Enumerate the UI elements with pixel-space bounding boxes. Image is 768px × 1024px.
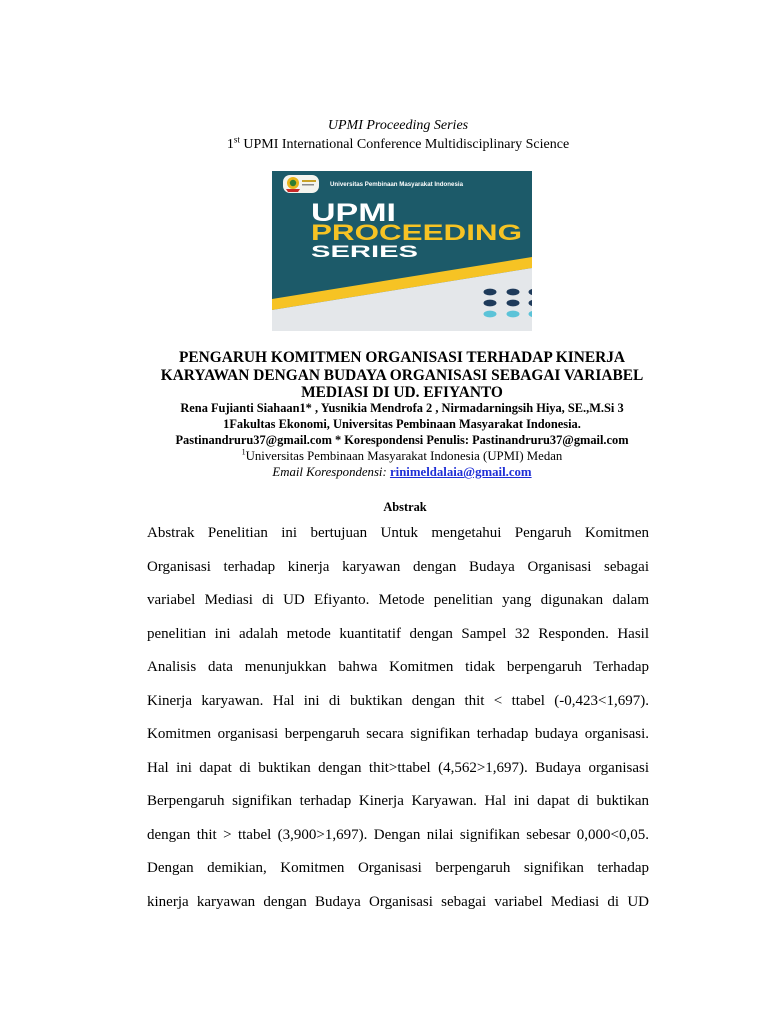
cover-title-upmi: UPMI bbox=[311, 199, 396, 227]
decorative-dot bbox=[507, 311, 520, 318]
decorative-dot bbox=[484, 300, 497, 307]
institution-line bbox=[150, 448, 654, 464]
abstract-line: Hal ini dapat di buktikan dengan thit>ttabel (4,562>1,697). Budaya organisasi bbox=[147, 759, 649, 776]
abstract-line: kinerja karyawan dengan Budaya Organisasi sebagai variabel Mediasi di UD bbox=[147, 893, 649, 910]
cover-title-proceeding: PROCEEDING bbox=[311, 220, 522, 245]
conference-header bbox=[147, 135, 649, 154]
paper-title-line: PENGARUH KOMITMEN ORGANISASI TERHADAP KINERJA bbox=[178, 349, 626, 366]
author-names: Rena Fujianti Siahaan1* , Yusnikia Mendrofa 2 , Nirmadarningsih Hiya, SE.,M.Si 3 bbox=[180, 401, 624, 415]
institution-name: Universitas Pembinaan Masyarakat Indonesia (UPMI) Medan bbox=[245, 449, 563, 463]
abstract-line: Dengan demikian, Komitmen Organisasi berpengaruh signifikan terhadap bbox=[147, 860, 649, 876]
logo-mark-line bbox=[302, 180, 316, 182]
correspondence-line bbox=[150, 464, 654, 480]
abstract-line: penelitian ini adalah metode kuantitatif dengan Sampel 32 Responden. Hasil bbox=[147, 625, 649, 642]
abstract-line: dengan thit > ttabel (3,900>1,697). Dengan nilai signifikan sebesar 0,000<0,05. bbox=[147, 826, 649, 843]
author-block bbox=[150, 400, 654, 480]
institution-marker: 1 bbox=[241, 447, 246, 457]
correspondence-separator: : bbox=[382, 465, 387, 479]
correspondence-email-link[interactable]: rinimeldalaia@gmail.com bbox=[389, 465, 532, 479]
abstract-line: Analisis data menunjukkan bahwa Komitmen tidak berpengaruh Terhadap bbox=[147, 659, 649, 675]
abstract-line: variabel Mediasi di UD Efiyanto. Metode penelitian yang digunakan dalam bbox=[147, 592, 649, 608]
logo-crest-center bbox=[290, 180, 296, 186]
cover-title-series: SERIES bbox=[311, 242, 418, 261]
decorative-dot bbox=[507, 289, 520, 296]
paper-title bbox=[150, 349, 654, 402]
abstract-line: Berpengaruh signifikan terhadap Kinerja Karyawan. Hal ini dapat di buktikan bbox=[147, 793, 649, 809]
author-emails: Pastinandruru37@gmail.com * Korespondensi Penulis: Pastinandruru37@gmail.com bbox=[175, 433, 629, 447]
abstract-heading: Abstrak bbox=[383, 500, 427, 514]
conference-name: UPMI International Conference Multidisciplinary Science bbox=[243, 137, 570, 152]
abstract-body bbox=[147, 517, 649, 919]
author-affiliation: 1Fakultas Ekonomi, Universitas Pembinaan Masyarakat Indonesia. bbox=[223, 417, 581, 431]
correspondence-label: Email Korespondensi bbox=[272, 465, 383, 479]
abstract-line: Komitmen organisasi berpengaruh secara signifikan terhadap budaya organisasi. bbox=[147, 726, 649, 742]
conference-ordinal: 1 bbox=[226, 137, 234, 152]
proceeding-series-header: UPMI Proceeding Series bbox=[327, 118, 469, 133]
paper-title-line: KARYAWAN DENGAN BUDAYA ORGANISASI SEBAGAI VARIABEL bbox=[160, 366, 644, 384]
abstract-line: Abstrak Penelitian ini bertujuan Untuk mengetahui Pengaruh Komitmen bbox=[147, 525, 649, 541]
cover-university-name: Universitas Pembinaan Masyarakat Indonesia bbox=[330, 182, 464, 188]
logo-ribbon bbox=[286, 189, 300, 192]
abstract-line: Organisasi terhadap kinerja karyawan dengan Budaya Organisasi sebagai bbox=[147, 558, 649, 575]
upmi-logo bbox=[283, 175, 319, 193]
cover-svg bbox=[272, 171, 532, 331]
conference-ordinal-suffix: st bbox=[233, 134, 240, 145]
paper-title-line: MEDIASI DI UD. EFIYANTO bbox=[301, 384, 503, 401]
decorative-dot bbox=[484, 289, 497, 296]
logo-mark-line bbox=[302, 184, 314, 186]
decorative-dot bbox=[507, 300, 520, 307]
proceeding-cover-image bbox=[272, 171, 532, 331]
decorative-dot bbox=[484, 311, 497, 318]
abstract-line: Kinerja karyawan. Hal ini di buktikan dengan thit < ttabel (-0,423<1,697). bbox=[147, 692, 649, 709]
